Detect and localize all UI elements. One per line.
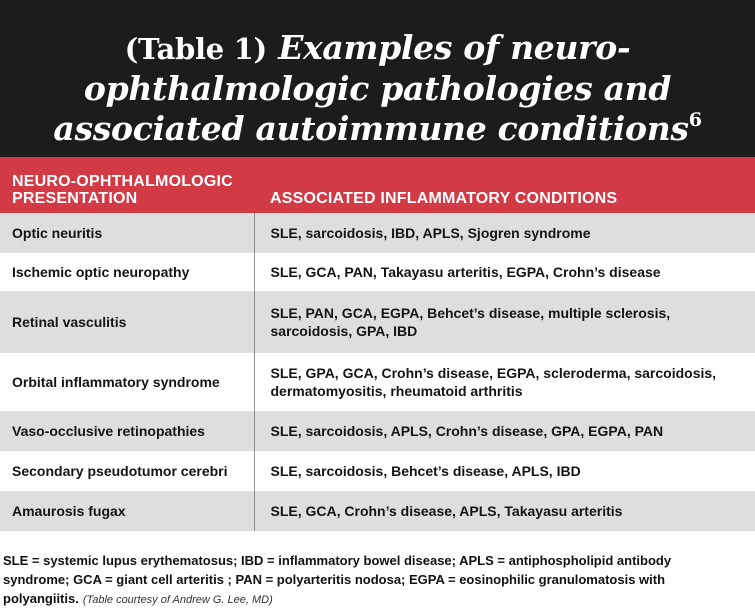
conditions-table — [0, 157, 755, 531]
table-credit: (Table courtesy of Andrew G. Lee, MD) — [82, 594, 273, 606]
presentation-cell: Orbital inflammatory syndrome — [12, 374, 220, 390]
conditions-cell — [254, 353, 755, 411]
table-body — [0, 213, 755, 531]
abbreviations-footnote — [0, 531, 755, 610]
header-presentation-line2: PRESENTATION — [12, 190, 138, 207]
table-row — [0, 451, 755, 491]
conditions-cell — [254, 291, 755, 353]
table-row — [0, 291, 755, 353]
header-presentation — [0, 157, 254, 213]
table-row — [0, 491, 755, 531]
conditions-line: SLE, sarcoidosis, IBD, APLS, Sjogren syndrome — [270, 225, 591, 241]
table-header — [0, 157, 755, 213]
header-presentation-line1: NEURO-OPHTHALMOLOGIC — [12, 173, 233, 190]
table-row — [0, 353, 755, 411]
header-conditions — [254, 157, 755, 213]
conditions-cell — [254, 491, 755, 531]
table-label: (Table 1) — [124, 32, 267, 66]
conditions-line: sarcoidosis, GPA, IBD — [270, 323, 418, 339]
footnote-line-2: syndrome; GCA = giant cell arteritis ; PAN = polyarteritis nodosa; EGPA = eosinophilic granulomatosis with — [3, 572, 666, 587]
citation-superscript: 6 — [688, 109, 702, 131]
table-row — [0, 213, 755, 253]
conditions-line: SLE, sarcoidosis, Behcet’s disease, APLS, IBD — [270, 463, 581, 479]
conditions-line: SLE, PAN, GCA, EGPA, Behcet’s disease, multiple sclerosis, — [270, 305, 671, 321]
table-row — [0, 411, 755, 451]
conditions-line: SLE, GPA, GCA, Crohn’s disease, EGPA, scleroderma, sarcoidosis, — [270, 365, 717, 381]
table-row — [0, 253, 755, 291]
table-title-line-1 — [0, 28, 755, 69]
conditions-cell — [254, 253, 755, 291]
presentation-cell: Amaurosis fugax — [12, 503, 126, 519]
conditions-cell — [254, 451, 755, 491]
header-conditions-label: ASSOCIATED INFLAMMATORY CONDITIONS — [270, 190, 618, 207]
conditions-line: SLE, GCA, PAN, Takayasu arteritis, EGPA, Crohn’s disease — [270, 264, 661, 280]
presentation-cell: Retinal vasculitis — [12, 314, 127, 330]
header-row — [0, 157, 755, 213]
conditions-line: SLE, GCA, Crohn’s disease, APLS, Takayasu arteritis — [270, 503, 623, 519]
conditions-cell — [254, 213, 755, 253]
presentation-cell: Secondary pseudotumor cerebri — [12, 463, 228, 479]
title-text-2: ophthalmologic pathologies and — [83, 69, 672, 108]
title-banner — [0, 0, 755, 157]
presentation-cell: Optic neuritis — [12, 225, 103, 241]
title-text-1: Examples of neuro- — [278, 28, 631, 67]
conditions-cell — [254, 411, 755, 451]
title-text-3: associated autoimmune conditions — [53, 109, 689, 148]
table-title-line-3 — [0, 109, 755, 149]
presentation-cell: Vaso-occlusive retinopathies — [12, 423, 205, 439]
table-title-line-2 — [0, 69, 755, 109]
conditions-line: dermatomyositis, rheumatoid arthritis — [270, 383, 523, 399]
conditions-line: SLE, sarcoidosis, APLS, Crohn’s disease, GPA, EGPA, PAN — [270, 423, 664, 439]
footnote-line-1: SLE = systemic lupus erythematosus; IBD = inflammatory bowel disease; APLS = antiphospholipid antibody — [3, 553, 672, 568]
presentation-cell: Ischemic optic neuropathy — [12, 264, 190, 280]
footnote-line-3: polyangiitis. — [3, 591, 79, 606]
